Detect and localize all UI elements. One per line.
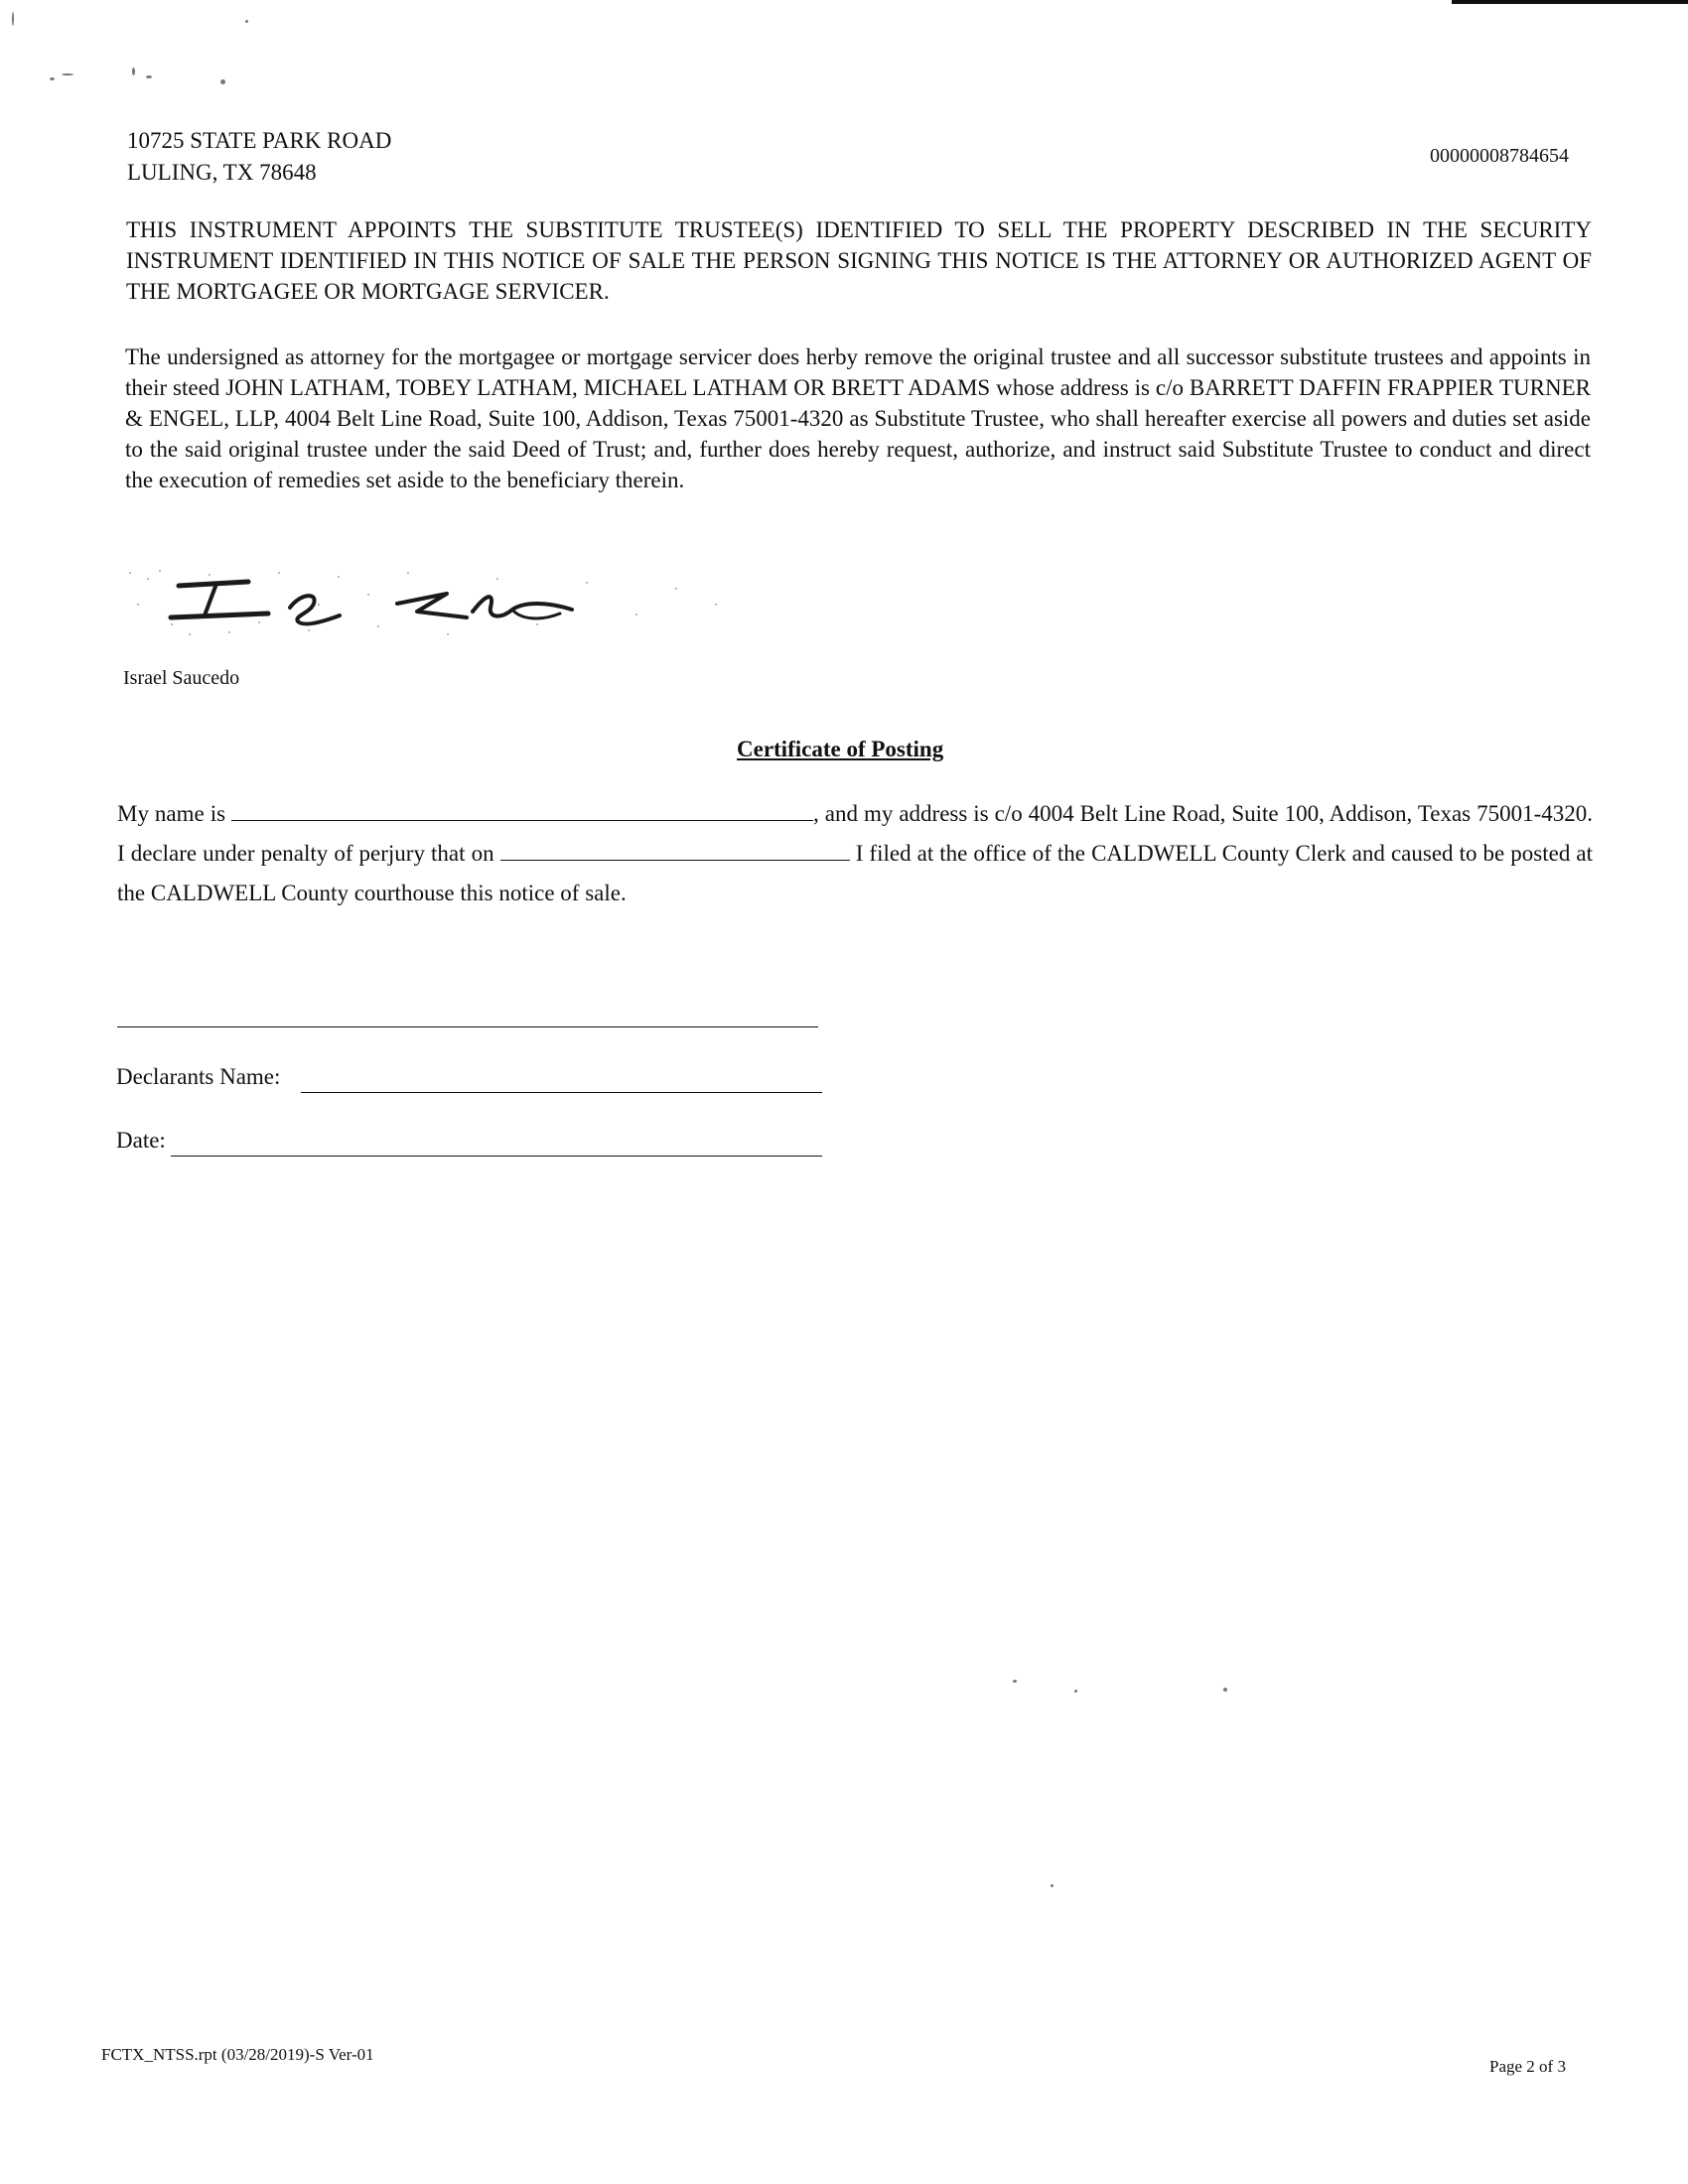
date-label: Date: bbox=[116, 1128, 166, 1153]
scan-edge-bar bbox=[1452, 0, 1688, 4]
my-name-text: My name is bbox=[117, 801, 226, 826]
property-address-line2: LULING, TX 78648 bbox=[127, 160, 317, 185]
appointment-notice: THIS INSTRUMENT APPOINTS THE SUBSTITUTE TRUSTEE(S) IDENTIFIED TO SELL THE PROPERTY DESCRIBED IN THE SECURITY INSTRUMENT IDENTIFIED IN THIS NOTICE OF SALE THE PERSON SIGNING THIS NOTICE IS THE ATTORNEY OR AUTHORIZED AGENT OF THE MORTGAGEE OR MORTGAGE SERVICER. bbox=[126, 217, 1592, 304]
reference-number: 00000008784654 bbox=[1430, 145, 1569, 167]
page-number: Page 2 of 3 bbox=[1489, 2057, 1566, 2076]
certificate-paragraph bbox=[117, 794, 1593, 913]
signer-name: Israel Saucedo bbox=[123, 667, 240, 689]
declarant-name-blank[interactable] bbox=[231, 800, 813, 821]
posting-date-blank[interactable] bbox=[500, 840, 850, 861]
scan-speck bbox=[220, 79, 225, 84]
declarants-name-field[interactable] bbox=[301, 1092, 822, 1093]
declarants-name-label: Declarants Name: bbox=[116, 1064, 281, 1089]
scan-speck bbox=[146, 75, 152, 78]
appointment-paragraph: The undersigned as attorney for the mortgagee or mortgage servicer does herby remove the original trustee and all successor substitute trustees and appoints in their steed JOHN LATHAM, TOBEY LATHAM, MICHAEL LATHAM OR BRETT ADAMS whose address is c/o BARRETT DAFFIN FRAPPIER TURNER & ENGEL, LLP, 4004 Belt Line Road, Suite 100, Addison, Texas 75001-4320 as Substitute Trustee, who shall hereafter exercise all powers and duties set aside to the said original trustee under the said Deed of Trust; and, further does hereby request, authorize, and instruct said Substitute Trustee to conduct and direct the execution of remedies set aside to the beneficiary therein. bbox=[125, 344, 1591, 492]
signature-scan-noise bbox=[129, 570, 717, 635]
scan-speck bbox=[245, 20, 248, 23]
scan-speck bbox=[12, 12, 14, 26]
property-address-line1: 10725 STATE PARK ROAD bbox=[127, 128, 392, 153]
filed-text: I filed at the office of the CALDWELL County Clerk and caused to be posted at the CALDWELL County courthouse this notice of sale. bbox=[117, 841, 1593, 905]
form-identifier: FCTX_NTSS.rpt (03/28/2019)-S Ver-01 bbox=[101, 2045, 374, 2064]
signature-image bbox=[119, 564, 735, 653]
scan-speck bbox=[1013, 1680, 1017, 1683]
scan-speck bbox=[62, 73, 73, 75]
certificate-title: Certificate of Posting bbox=[737, 737, 944, 761]
date-field[interactable] bbox=[171, 1156, 822, 1157]
declarant-signature-line[interactable] bbox=[117, 1026, 818, 1027]
scan-speck bbox=[1051, 1884, 1054, 1887]
scan-speck bbox=[1074, 1690, 1077, 1693]
scan-speck bbox=[50, 77, 55, 80]
address-text: , and my address is c/o 4004 Belt Line Road, Suite 100, Addison, Texas 75001-4320. I declare under penalty of perjury that on bbox=[117, 801, 1594, 866]
scan-speck bbox=[132, 68, 135, 75]
signature-strokes bbox=[171, 582, 572, 623]
scan-speck bbox=[1223, 1688, 1227, 1692]
